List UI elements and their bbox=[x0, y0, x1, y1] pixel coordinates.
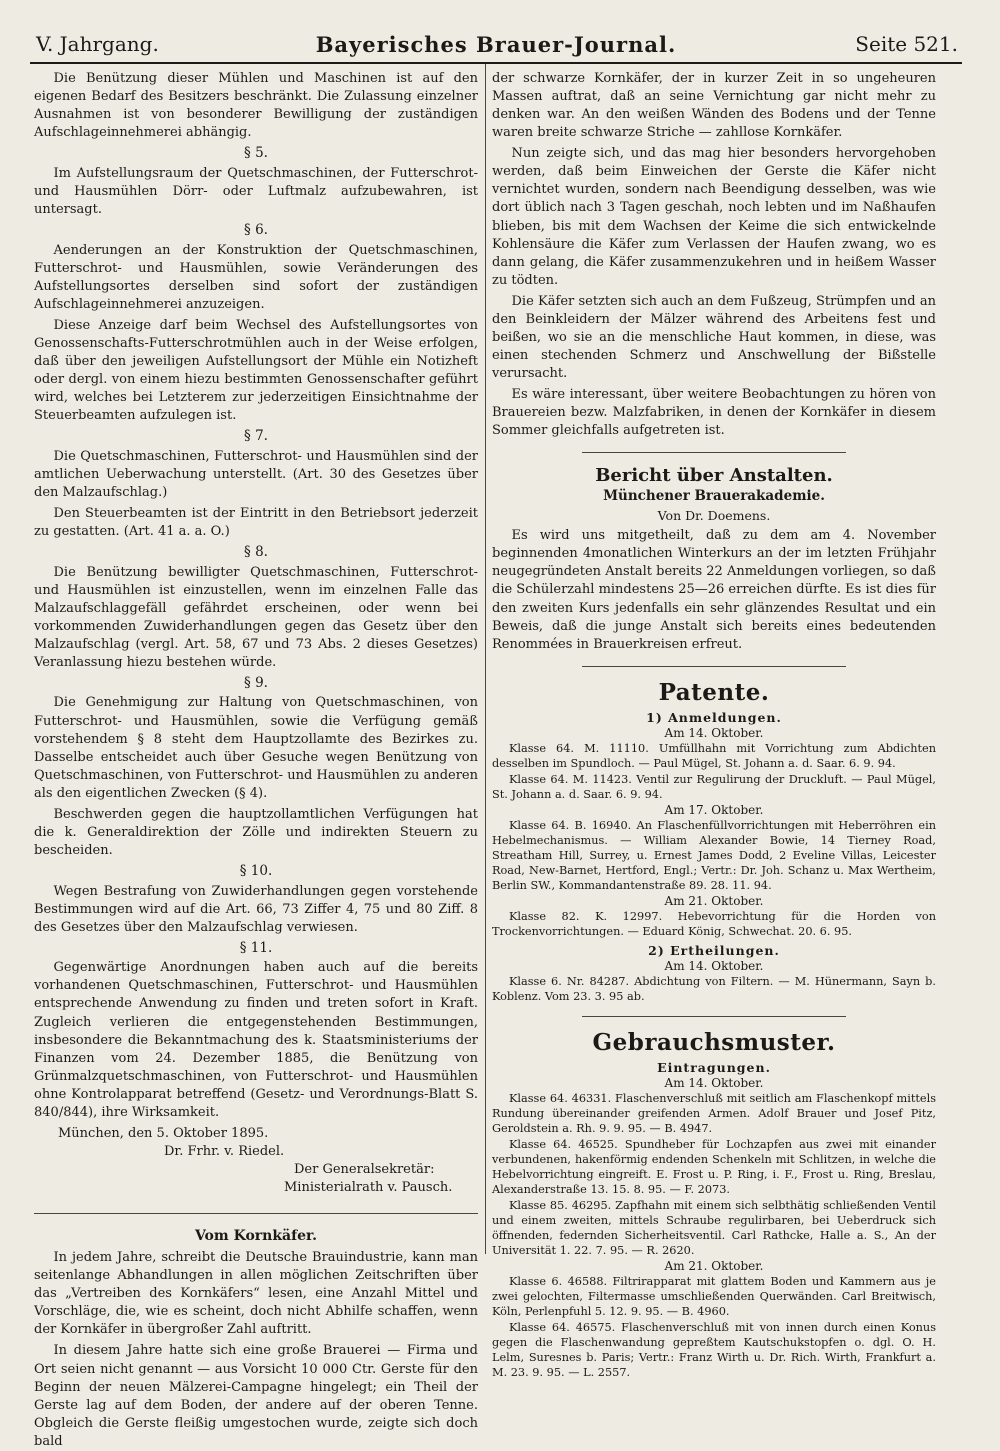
date-line: Am 21. Oktober. bbox=[664, 893, 764, 908]
section-heading: § 6. bbox=[244, 221, 268, 238]
section-rule bbox=[582, 452, 846, 453]
section-heading: § 11. bbox=[239, 939, 273, 956]
patent-entry: Klasse 64. B. 16940. An Flaschenfüllvorrichtungen mit Heberröhren ein Hebelmechanismus. — William Alexander Bowie, 14 Tierney Road, Streatham Hill, Surrey, u. Ernest James Dodd, 2 Eveline Villas, Leicester Road, New-Barnet, Hertford, Engl.; Vertr.: Dr. Joh. Schanz u. Max Wertheim, Berlin SW., Kommandantenstraße 89. 28. 11. 94. bbox=[492, 818, 936, 892]
utility-model-entry: Klasse 64. 46331. Flaschenverschluß mit seitlich am Flaschenkopf mittels Rundung übereinander greifenden Armen. Adolf Brauer und Josef Pitz, Geroldstein a. Rh. 9. 9. 95. — B. 4947. bbox=[492, 1091, 936, 1135]
column-divider bbox=[485, 64, 486, 1254]
right-column bbox=[492, 70, 936, 1380]
signature-date: München, den 5. Oktober 1895. bbox=[58, 1125, 269, 1141]
patent-entry: Klasse 64. M. 11110. Umfüllhahn mit Vorrichtung zum Abdichten desselben im Spundloch. — Paul Mügel, St. Johann a. d. Saar. 6. 9. 94. bbox=[492, 741, 936, 770]
paragraph: Die Quetschmaschinen, Futterschrot- und Hausmühlen sind der amtlichen Ueberwachung unterstellt. (Art. 30 des Gesetzes über den Malzaufschlag.) bbox=[34, 448, 478, 500]
paragraph: der schwarze Kornkäfer, der in kurzer Zeit in so ungeheuren Massen auftrat, daß an seine Vernichtung gar nicht mehr zu denken war. An den weißen Wänden des Bodens und der Tenne waren breite schwarze Striche — zahllose Kornkäfer. bbox=[492, 71, 936, 141]
article-title: Vom Kornkäfer. bbox=[34, 1213, 478, 1244]
utility-model-entry: Klasse 6. 46588. Filtrirapparat mit glattem Boden und Kammern aus je zwei gelochten, Filtermasse umschließenden Querwänden. Carl Breitwisch, Köln, Perlenpfuhl 5. 12. 9. 95. — B. 4960. bbox=[492, 1275, 936, 1319]
paragraph: Die Benützung dieser Mühlen und Maschinen ist auf den eigenen Bedarf des Besitzers beschränkt. Die Zulassung einzelner Ausnahmen ist von besonderer Bewilligung der zuständigen Aufschlageinnehmerei abhängig. bbox=[34, 71, 478, 141]
paragraph: Gegenwärtige Anordnungen haben auch auf die bereits vorhandenen Quetschmaschinen, Futterschrot- und Hausmühlen entsprechende Anwendung zu finden und treten sofort in Kraft. Zugleich verlieren die entgegenstehenden Bestimmungen, insbesondere die Bekanntmachung des k. Staatsministeriums der Finanzen vom 24. Dezember 1885, die Benützung von Grünmalzquetschmaschinen, von Futterschrot- und Hausmühlen ohne Kontrolapparat betreffend (Gesetz- und Verordnungs-Blatt S. 840/844), ihre Wirksamkeit. bbox=[34, 960, 478, 1120]
utility-model-entry: Klasse 64. 46575. Flaschenverschluß mit von innen durch einen Konus gegen die Flaschenwandung gepreßtem Kautschukstopfen o. dgl. O. H. Lelm, Suresnes b. Paris; Vertr.: Franz Wirth u. Dr. Rich. Wirth, Frankfurt a. M. 23. 9. 95. — L. 2557. bbox=[492, 1321, 936, 1380]
paragraph: In jedem Jahre, schreibt die Deutsche Brauindustrie, kann man seitenlange Abhandlungen in allen möglichen Zeitschriften über das „Vertreiben des Kornkäfers“ lesen, eine Anzahl Mittel und Vorschläge, die, wie es scheint, doch nicht Abhilfe schaffen, wenn der Kornkäfer in übergroßer Zahl auftritt. bbox=[34, 1250, 478, 1338]
utility-model-entry: Klasse 85. 46295. Zapfhahn mit einem sich selbthätig schließenden Ventil und einem zweiten, mittels Schraube regulirbaren, bei Ueberdruck sich öffnenden, federnden Sicherheitsventil. Carl Rathcke, Halle a. S., An der Universität 1. 22. 7. 95. — R. 2620. bbox=[492, 1199, 936, 1258]
patent-entry: Klasse 6. Nr. 84287. Abdichtung von Filtern. — M. Hünermann, Sayn b. Koblenz. Vom 23. 3. 95 ab. bbox=[492, 974, 936, 1003]
byline: Von Dr. Doemens. bbox=[657, 508, 771, 524]
date-line: Am 21. Oktober. bbox=[664, 1259, 764, 1274]
subsection-title: 2) Ertheilungen. bbox=[648, 942, 780, 958]
paragraph: Den Steuerbeamten ist der Eintritt in den Betriebsort jederzeit zu gestatten. (Art. 41 a. a. O.) bbox=[34, 505, 478, 539]
signature-name: Dr. Frhr. v. Riedel. bbox=[164, 1143, 285, 1159]
paragraph: Nun zeigte sich, und das mag hier besonders hervorgehoben werden, daß beim Einweichen der Gerste die Käfer nicht vernichtet wurden, sondern nach Beendigung desselben, was wie dort üblich nach 3 Tagen geschah, noch lebten und im Naßhaufen blieben, bis mit dem Wachsen der Keime die sich entwickelnde Kohlensäure die Käfer zum Verlassen der Haufen zwang, wo es dann gelang, die Käfer zusammenzukehren und in heißem Wasser zu tödten. bbox=[492, 146, 936, 288]
volume-label: V. Jahrgang. bbox=[36, 32, 159, 56]
page-number: Seite 521. bbox=[855, 32, 958, 56]
section-heading: § 10. bbox=[239, 863, 273, 880]
date-line: Am 17. Oktober. bbox=[664, 802, 764, 817]
article-title: Münchener Brauerakademie. bbox=[603, 488, 825, 505]
journal-title: Bayerisches Brauer-Journal. bbox=[315, 32, 677, 57]
paragraph: Die Genehmigung zur Haltung von Quetschmaschinen, von Futterschrot- und Hausmühlen, sowie die Verfügung gemäß vorstehendem § 8 steht dem Hauptzollamte des Bezirkes zu. Dasselbe entscheidet auch über Gesuche wegen Benützung von Quetschmaschinen, von Futterschrot- und Hausmühlen zu anderen als den eigentlichen Zwecken (§ 4). bbox=[34, 695, 478, 801]
paragraph: Aenderungen an der Konstruktion der Quetschmaschinen, Futterschrot- und Hausmühlen, sowie Veränderungen des Aufstellungsortes derselben sind sofort der zuständigen Aufschlageinnehmerei anzuzeigen. bbox=[34, 242, 478, 312]
paragraph: Beschwerden gegen die hauptzollamtlichen Verfügungen hat die k. Generaldirektion der Zölle und indirekten Steuern zu bescheiden. bbox=[34, 806, 478, 858]
date-line: Am 14. Oktober. bbox=[664, 958, 764, 973]
left-column bbox=[34, 70, 478, 1449]
paragraph: In diesem Jahre hatte sich eine große Brauerei — Firma und Ort seien nicht genannt — aus Vorsicht 10 000 Ctr. Gerste für den Beginn der neuen Mälzerei-Campagne hingelegt; ein Theil der Gerste lag auf dem Boden, der andere auf der oberen Tenne. Obgleich die Gerste fleißig umgestochen wurde, zeigte sich doch bald bbox=[34, 1343, 478, 1449]
signature-secretary-name: Ministerialrath v. Pausch. bbox=[284, 1180, 453, 1196]
section-title: Patente. bbox=[658, 678, 770, 706]
paragraph: Im Aufstellungsraum der Quetschmaschinen, der Futterschrot- und Hausmühlen Dörr- oder Luftmalz aufzubewahren, ist untersagt. bbox=[34, 165, 478, 217]
utility-model-entry: Klasse 64. 46525. Spundheber für Lochzapfen aus zwei mit einander verbundenen, hakenförmig endenden Schenkeln mit Schlitzen, in welche die Hebelvorrichtung eingreift. E. Frost u. P. Ring, i. F., Frost u. Ring, Breslau, Alexanderstraße 13. 15. 8. 95. — F. 2073. bbox=[492, 1137, 936, 1196]
section-title: Gebrauchsmuster. bbox=[592, 1028, 836, 1056]
patent-entry: Klasse 82. K. 12997. Hebevorrichtung für die Horden von Trockenvorrichtungen. — Eduard König, Schwechat. 20. 6. 95. bbox=[492, 909, 936, 938]
section-heading: § 8. bbox=[244, 544, 268, 561]
paragraph: Es wäre interessant, über weitere Beobachtungen zu hören von Brauereien bezw. Malzfabriken, in denen der Kornkäfer in diesem Sommer gleichfalls aufgetreten ist. bbox=[492, 387, 936, 439]
subsection-title: 1) Anmeldungen. bbox=[646, 709, 782, 725]
section-title: Bericht über Anstalten. bbox=[595, 465, 833, 487]
subsection-title: Eintragungen. bbox=[657, 1059, 771, 1075]
paragraph: Wegen Bestrafung von Zuwiderhandlungen gegen vorstehende Bestimmungen wird auf die Art. 66, 73 Ziffer 4, 75 und 80 Ziff. 8 des Gesetzes über den Malzaufschlag verwiesen. bbox=[34, 883, 478, 935]
paragraph: Es wird uns mitgetheilt, daß zu dem am 4. November beginnenden 4monatlichen Winterkurs an der im letzten Frühjahr neugegründeten Anstalt bereits 22 Anmeldungen vorliegen, so daß die Schülerzahl mindestens 25—26 erreichen dürfte. Es ist dies für den zweiten Kurs jedenfalls ein sehr glänzendes Resultat und ein Beweis, daß die junge Anstalt sich bereits eines bedeutenden Renommées in Brauerkreisen erfreut. bbox=[492, 528, 936, 652]
section-heading: § 7. bbox=[244, 428, 268, 445]
signature-secretary-title: Der Generalsekretär: bbox=[294, 1162, 435, 1178]
paragraph: Diese Anzeige darf beim Wechsel des Aufstellungsortes von Genossenschafts-Futterschrotmühlen auch in der Weise erfolgen, daß über den jeweiligen Aufstellungsort der Mühle ein Notizheft oder dergl. von einem hiezu bestimmten Genossenschafter geführt wird, welches bei Letzterem zur jederzeitigen Einsichtnahme der Steuerbeamten aufzulegen ist. bbox=[34, 317, 478, 424]
section-heading: § 9. bbox=[244, 674, 268, 691]
patent-entry: Klasse 64. M. 11423. Ventil zur Regulirung der Druckluft. — Paul Mügel, St. Johann a. d. Saar. 6. 9. 94. bbox=[492, 772, 936, 801]
date-line: Am 14. Oktober. bbox=[664, 725, 764, 740]
section-heading: § 5. bbox=[244, 145, 268, 162]
paragraph: Die Käfer setzten sich auch an dem Fußzeug, Strümpfen und an den Beinkleidern der Mälzer während des Arbeitens fest und beißen, wo sie an die menschliche Haut kommen, in diese, was einen stechenden Schmerz und Anschwellung der Bißstelle verursacht. bbox=[492, 293, 936, 381]
paragraph: Die Benützung bewilligter Quetschmaschinen, Futterschrot- und Hausmühlen ist einzustellen, wenn im einzelnen Falle das Malzaufschlaggefäll gefährdet erscheinen, oder wenn bei vorkommenden Zuwiderhandlungen gegen das Gesetz über den Malzaufschlag (vergl. Art. 58, 67 und 73 Abs. 2 dieses Gesetzes) Veranlassung hiezu bestehen würde. bbox=[34, 564, 478, 670]
section-rule bbox=[582, 666, 846, 667]
date-line: Am 14. Oktober. bbox=[664, 1075, 764, 1090]
page-header bbox=[30, 30, 962, 64]
section-rule bbox=[582, 1016, 846, 1017]
